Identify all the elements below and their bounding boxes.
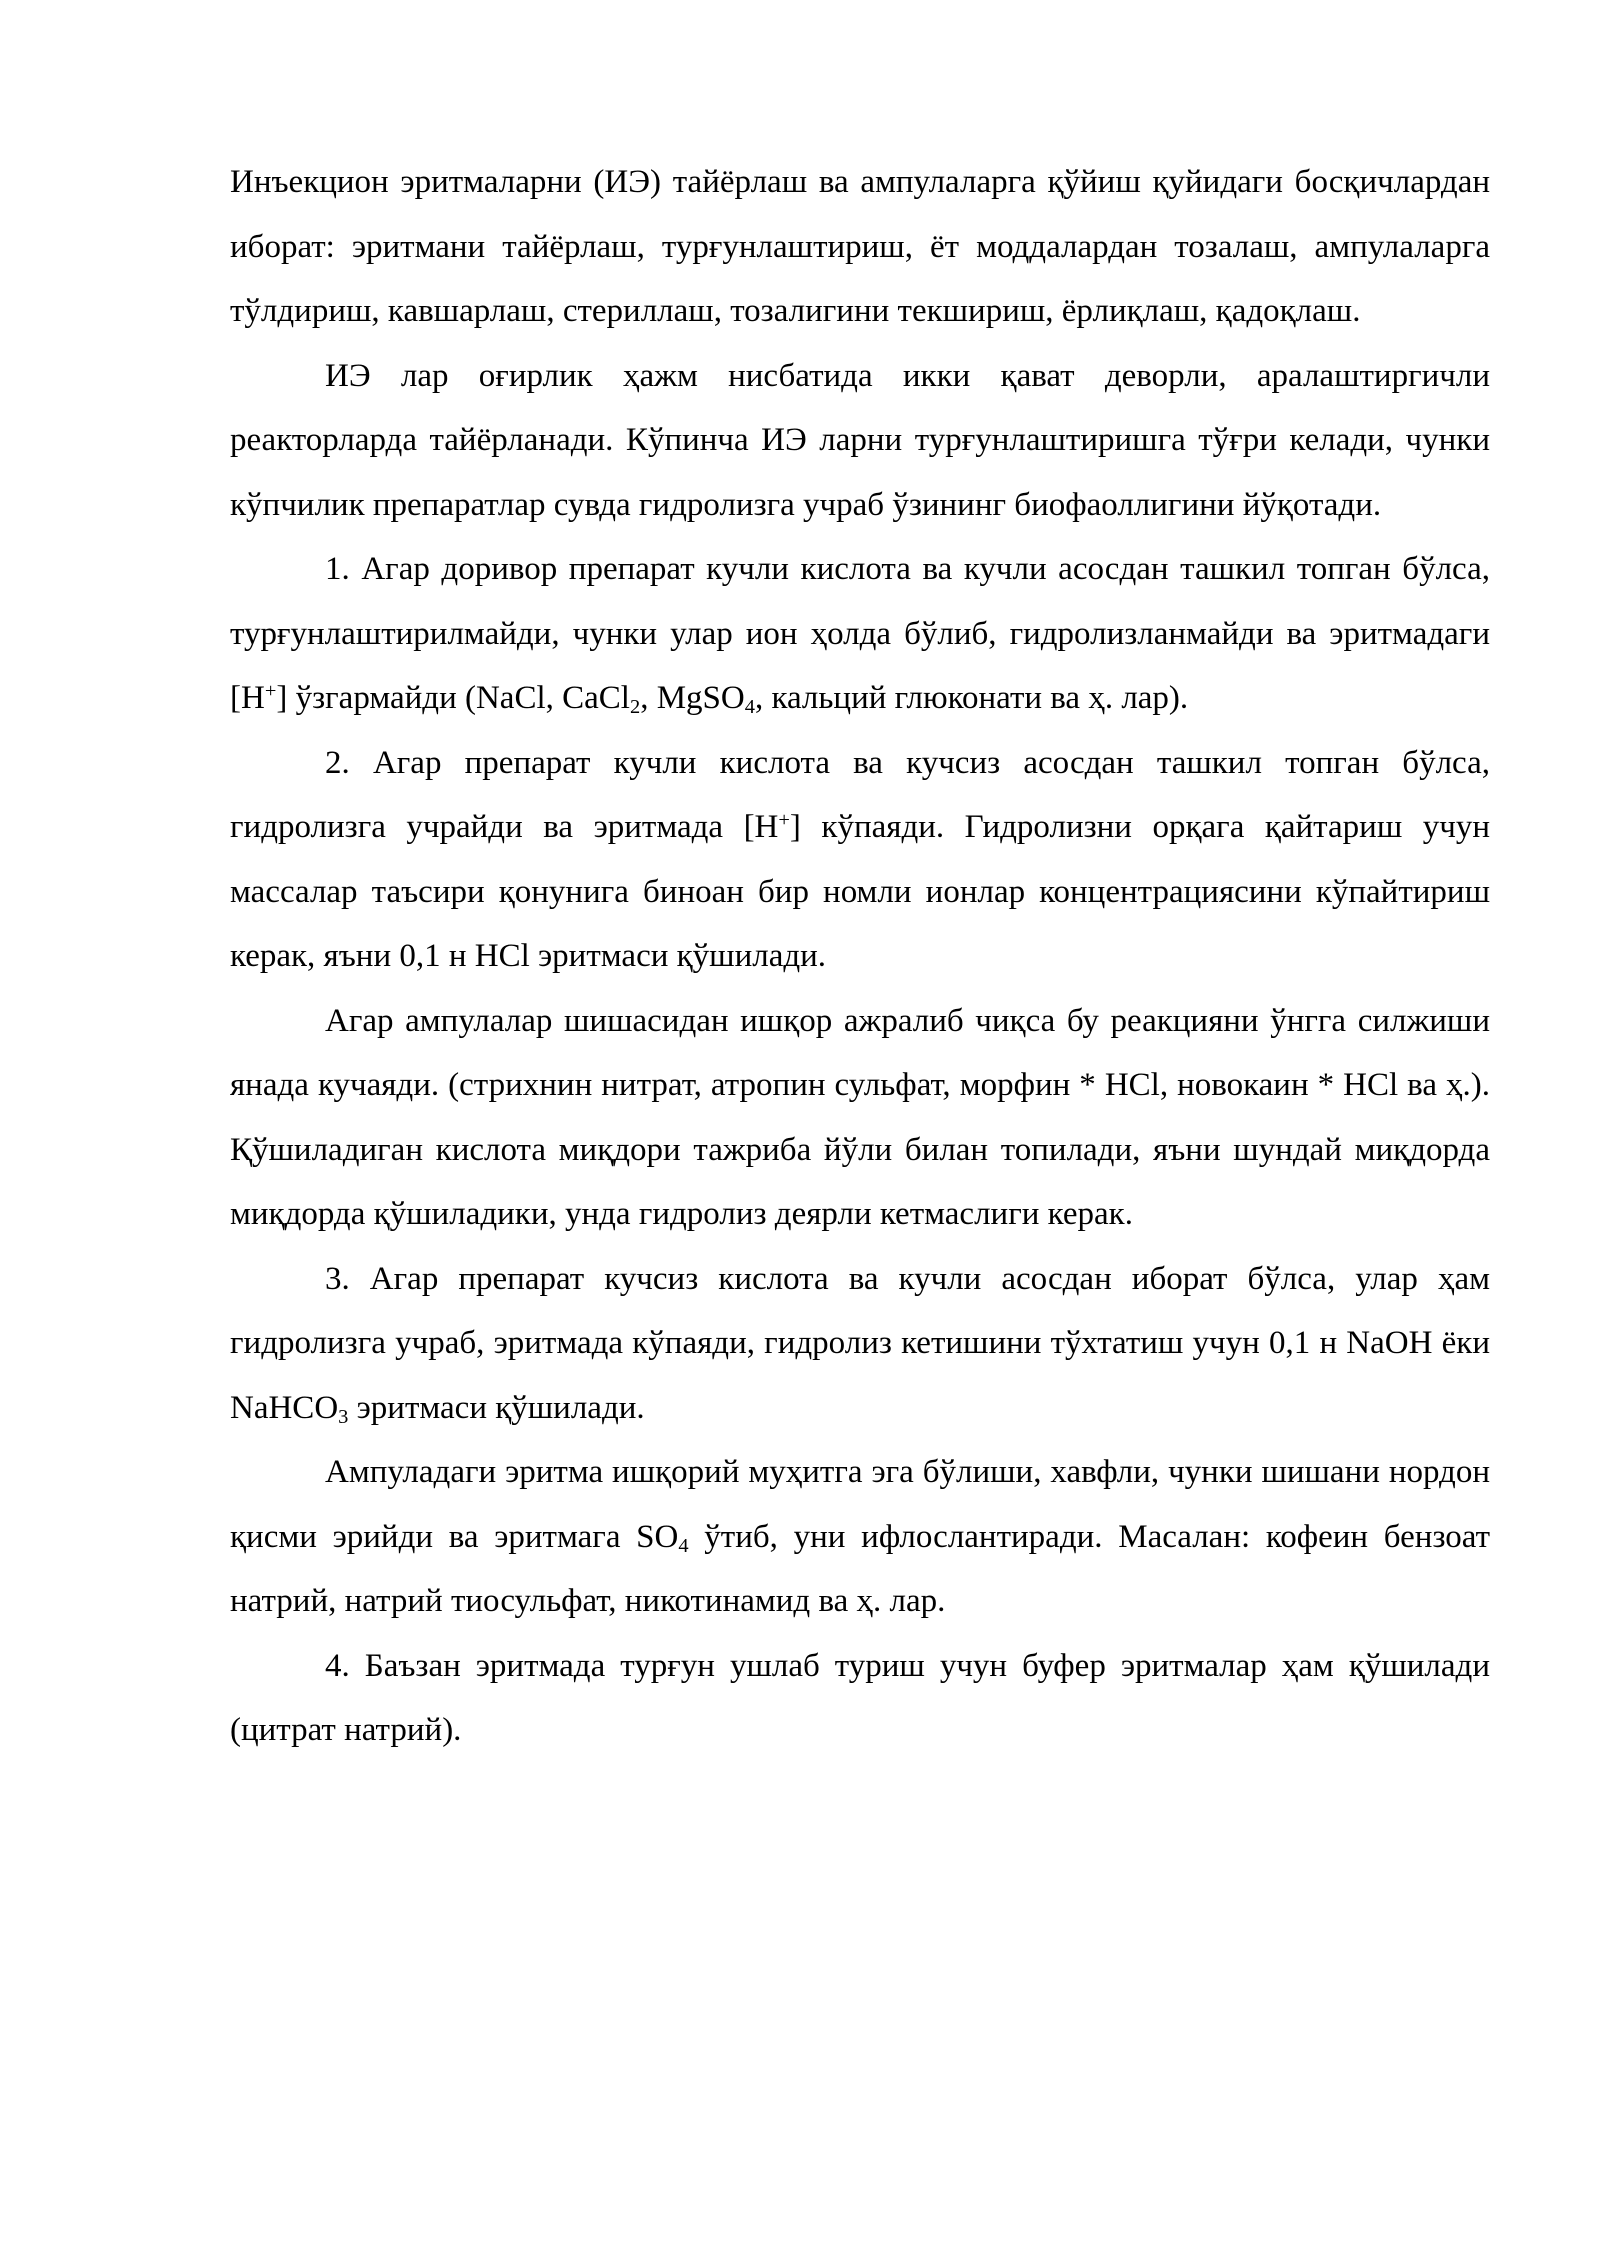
paragraph-4 — [230, 731, 1490, 989]
subscript-4: 4 — [678, 1534, 689, 1557]
paragraph-2: ИЭ лар оғирлик ҳажм нисбатида икки қават деворли, аралаштиргичли реакторларда тайёрланади. Кўпинча ИЭ ларни турғунлаштиришга тўғри келади, чунки кўпчилик препаратлар сувда гидролизга учраб ўзининг биофаоллигини йўқотади. — [230, 357, 1490, 523]
paragraph-3-text-d: , кальций глюконати ва ҳ. лар). — [754, 680, 1189, 716]
superscript-plus: + — [264, 679, 277, 702]
superscript-plus: + — [778, 808, 790, 831]
paragraph-3 — [230, 537, 1490, 731]
paragraph-6-text-a: 3. Агар препарат кучсиз кислота ва кучли асосдан иборат бўлса, улар ҳам гидролизга учраб, эритмада кўпаяди, гидролиз кетишини тўхтатиш учун 0,1 н NaOH ёки NaHCO — [230, 1260, 1490, 1426]
paragraph-1: Инъекцион эритмаларни (ИЭ) тайёрлаш ва ампулаларга қўйиш қуйидаги босқичлардан иборат: эритмани тайёрлаш, турғунлаштириш, ёт моддалардан тозалаш, ампулаларга тўлдириш, кавшарлаш, стериллаш, тозалигини текшириш, ёрлиқлаш, қадоқлаш. — [230, 164, 1490, 329]
paragraph-4-text-a: 2. Агар препарат кучли кислота ва кучсиз асосдан ташкил топган бўлса, гидролизга учрайди ва эритмада [H — [230, 744, 1490, 845]
subscript-4: 4 — [744, 696, 755, 719]
paragraph-3-text-c: , MgSO — [640, 680, 745, 716]
paragraph-7 — [230, 1440, 1490, 1634]
paragraph-7-text-b: ўтиб, уни ифлослантиради. Масалан: кофеин бензоат натрий, натрий тиосульфат, никотинамид ва ҳ. лар. — [230, 1518, 1490, 1619]
paragraph-3-text-a: 1. Агар доривор препарат кучли кислота ва кучли асосдан ташкил топган бўлса, турғунлаштирилмайди, чунки улар ион ҳолда бўлиб, гидролизланмайди ва эритмадаги [H — [230, 551, 1490, 716]
paragraph-8: 4. Баъзан эритмада турғун ушлаб туриш учун буфер эритмалар ҳам қўшилади (цитрат натрий). — [230, 1647, 1490, 1748]
subscript-3: 3 — [338, 1405, 349, 1428]
paragraph-3-text-b: ] ўзгармайди (NaCl, CaCl — [276, 680, 630, 716]
paragraph-5: Агар ампулалар шишасидан ишқор ажралиб чиқса бу реакцияни ўнгга силжиши янада кучаяди. (стрихнин нитрат, атропин сульфат, морфин * HCl, новокаин * HCl ва ҳ.). Қўшиладиган кислота миқдори тажриба йўли билан топилади, яъни шундай миқдорда миқдорда қўшиладики, унда гидролиз деярли кетмаслиги керак. — [230, 1002, 1490, 1232]
paragraph-6-text-b: эритмаси қўшилади. — [348, 1389, 645, 1426]
paragraph-4-text-b: ] кўпаяди. Гидролизни орқага қайтариш учун массалар таъсири қонунига биноан бир номли ионлар концентрациясини кўпайтириш керак, яъни 0,1 н HCl эритмаси қўшилади. — [230, 809, 1490, 974]
document-body — [230, 150, 1490, 1763]
paragraph-6 — [230, 1247, 1490, 1441]
subscript-2: 2 — [629, 696, 641, 719]
paragraph-7-text-a: Ампуладаги эритма ишқорий муҳитга эга бўлиши, хавфли, чунки шишани нордон қисми эрийди ва эритмага SO — [230, 1454, 1490, 1555]
